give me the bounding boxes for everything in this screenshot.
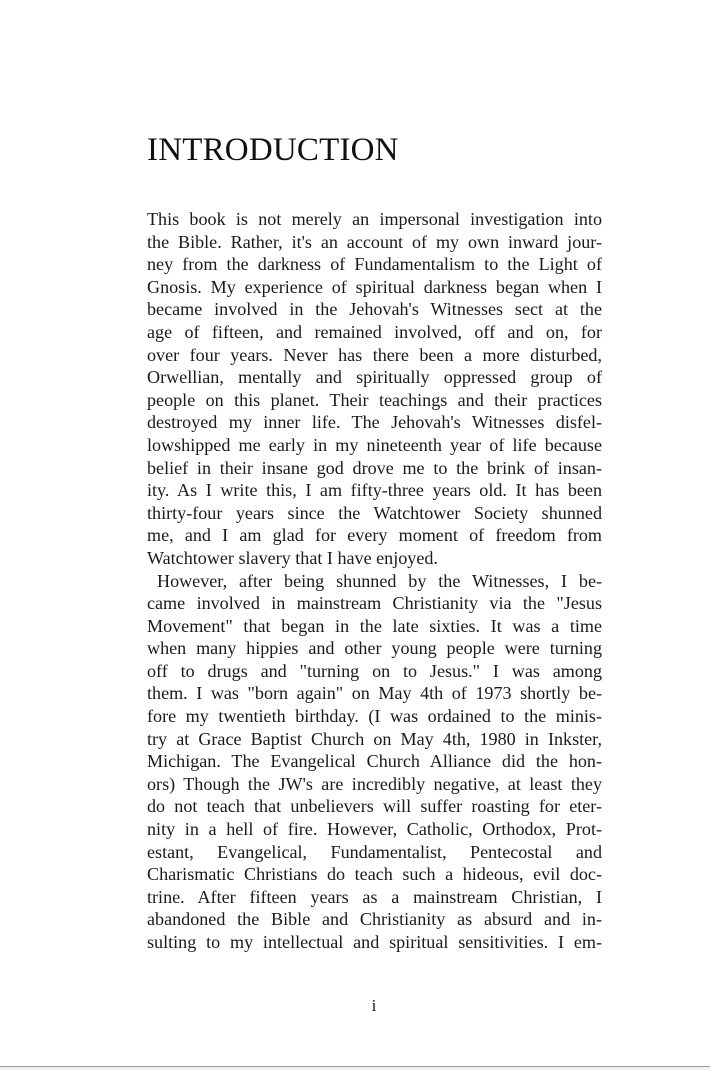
text-line: over four years. Never has there been a more disturbed, bbox=[147, 344, 602, 365]
text-line: trine. After fifteen years as a mainstream Christian, I bbox=[147, 886, 602, 907]
text-line: belief in their insane god drove me to the brink of insan- bbox=[147, 457, 602, 478]
text-line: Orwellian, mentally and spiritually oppressed group of bbox=[147, 367, 602, 388]
text-line: ors) Though the JW's are incredibly negative, at least they bbox=[147, 773, 602, 794]
body-text bbox=[147, 208, 602, 954]
text-line: me, and I am glad for every moment of freedom from bbox=[147, 525, 602, 546]
page-number: i bbox=[371, 996, 377, 1015]
text-line: destroyed my inner life. The Jehovah's Witnesses disfel- bbox=[147, 412, 602, 433]
chapter-title: INTRODUCTION bbox=[147, 132, 399, 168]
text-line: Movement" that began in the late sixties. It was a time bbox=[147, 615, 602, 636]
text-line: fore my twentieth birthday. (I was ordained to the minis- bbox=[147, 706, 602, 727]
text-line: them. I was "born again" on May 4th of 1973 shortly be- bbox=[147, 683, 602, 704]
text-line: estant, Evangelical, Fundamentalist, Pentecostal and bbox=[147, 841, 602, 862]
text-line: Charismatic Christians do teach such a hideous, evil doc- bbox=[147, 864, 602, 885]
text-line: abandoned the Bible and Christianity as absurd and in- bbox=[147, 909, 602, 930]
text-line: However, after being shunned by the Witnesses, I be- bbox=[157, 570, 602, 591]
text-line: people on this planet. Their teachings and their practices bbox=[147, 389, 602, 410]
text-line: sulting to my intellectual and spiritual sensitivities. I em- bbox=[147, 932, 602, 952]
text-line: nity in a hell of fire. However, Catholic, Orthodox, Prot- bbox=[147, 819, 602, 840]
text-line: ney from the darkness of Fundamentalism to the Light of bbox=[147, 254, 602, 275]
text-line: ity. As I write this, I am fifty-three years old. It has been bbox=[147, 480, 602, 501]
text-line: Gnosis. My experience of spiritual darkness began when I bbox=[147, 276, 602, 297]
text-line: do not teach that unbelievers will suffer roasting for eter- bbox=[147, 796, 602, 817]
text-line: became involved in the Jehovah's Witnesses sect at the bbox=[147, 299, 602, 320]
text-line: the Bible. Rather, it's an account of my own inward jour- bbox=[147, 231, 602, 252]
text-line: lowshipped me early in my nineteenth year of life because bbox=[147, 434, 602, 455]
text-line: came involved in mainstream Christianity via the "Jesus bbox=[147, 593, 602, 614]
text-line: off to drugs and "turning on to Jesus." I was among bbox=[147, 660, 602, 681]
text-line: age of fifteen, and remained involved, off and on, for bbox=[147, 321, 602, 342]
text-line: when many hippies and other young people were turning bbox=[147, 638, 602, 659]
text-line: Watchtower slavery that I have enjoyed. bbox=[147, 547, 438, 568]
text-line: Michigan. The Evangelical Church Alliance did the hon- bbox=[147, 751, 602, 772]
text-line: This book is not merely an impersonal investigation into bbox=[147, 209, 602, 229]
text-line: try at Grace Baptist Church on May 4th, 1980 in Inkster, bbox=[147, 728, 602, 749]
text-line: thirty-four years since the Watchtower Society shunned bbox=[147, 502, 602, 523]
